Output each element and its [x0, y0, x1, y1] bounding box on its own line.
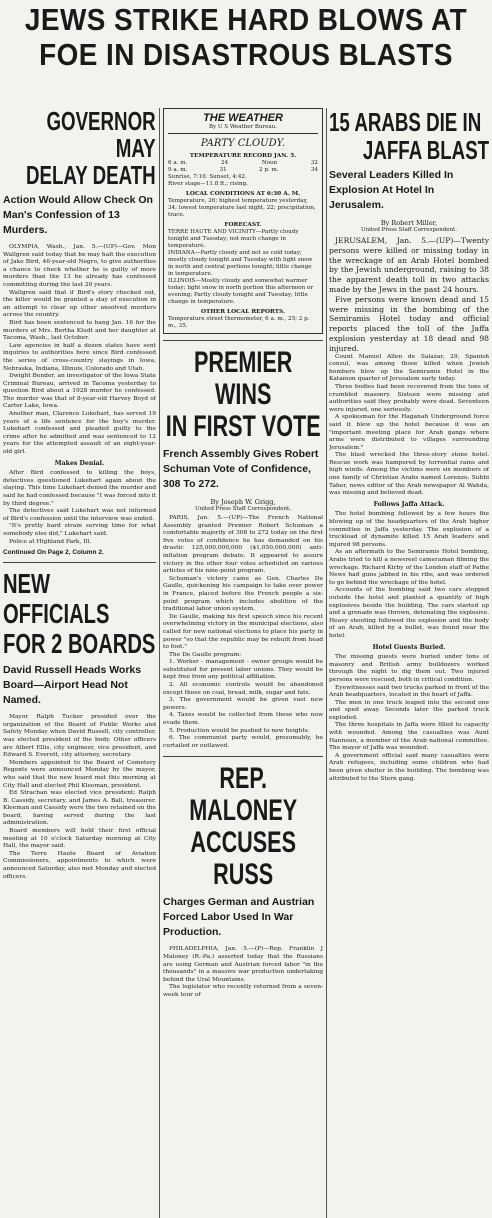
temp-record-header: TEMPERATURE RECORD JAN. 5.: [189, 153, 297, 159]
local-conditions-header: LOCAL CONDITIONS AT 6:30 A. M.: [185, 191, 301, 197]
sun-times: Sunrise, 7:10. Sunset, 4:42.: [168, 174, 247, 180]
forecast-indiana: INDIANA—Partly cloudy and not so cold today; mostly cloudy tonight and Tuesday with light snow in north and central portions tonight; little change in temperature.: [168, 250, 313, 277]
arabs-byline-2: United Press Staff Correspondent.: [360, 227, 458, 233]
arabs-headline: 15 ARABS DIE IN JAFFA BLAST: [329, 108, 489, 165]
weather-title: THE WEATHER: [203, 112, 283, 124]
column-2: [163, 108, 323, 1218]
premier-byline-2: United Press Staff Correspondent.: [194, 506, 292, 512]
forecast-terre-haute: TERRE HAUTE AND VICINITY—Partly cloudy tonight and Tuesday; not much change in temperature.: [168, 229, 299, 249]
maloney-deck: Charges German and Austrian Forced Labor Used In War Production.: [163, 896, 315, 939]
premier-headline: PREMIER WINS IN FIRST VOTE: [165, 346, 321, 443]
arabs-deck: Several Leaders Killed In Explosion At Hotel In Jerusalem.: [329, 169, 454, 211]
local-conditions-text: Temperature, 26; highest temperature yesterday, 34; lowest temperature last night, 22; precipitation, trace.: [168, 198, 316, 218]
forecast-illinois: ILLINOIS—Mostly cloudy and somewhat warmer today; light snow in north portion this afternoon or evening; Partly cloudy tonight and Tuesday; little change in temperature.: [168, 278, 314, 305]
maloney-body: PHILADELPHIA, Jan. 5.—(P)—Rep. Franklin J Maloney (R.-Pa.) asserted today that the Russians are using German and Austrian forced labor "in the thousands" in a massive war production undertaking behind the Ural Mountains. The legislator who recently returned from a seven-week tour of: [163, 946, 323, 998]
continued-line: Continued On Page 2, Column 2.: [3, 549, 104, 557]
officials-body: Mayor Ralph Tucker presided over the organization of the Board of Public Works and Safety Monday when David Russell, city controller, was elected president of the body. Other officers are Albert Ellis, city engineer, vice president, and Edward S. Everett, city attorney, secretary. Members appointed to the Board of Cemetery Regents were announced Monday by the mayor, who said that the new board met this morning at City Hall and elected Phil Kleeman, president. Ed Strachan was elected vice president; Ralph B. Cassidy, secretary, and James A. Ball, treasurer. Kleeman and Cassidy were the two retained on the board, having served during the last administration. Board members will hold their first official meeting at 10 o'clock Saturday morning at City Hall, the mayor said. The Terre Haute Board of Aviation Commissioners, appointments to which were announced Saturday, also met Monday and elected officers.: [3, 714, 156, 880]
column-3: [329, 108, 489, 1218]
other-reports-text: Temperature street thermometer, 6 a. m., 25; 2 p. m., 35.: [168, 316, 310, 329]
other-reports-header: OTHER LOCAL REPORTS.: [200, 309, 286, 315]
officials-deck: David Russell Heads Works Board—Airport Head Not Named.: [3, 664, 142, 707]
column-rule: [326, 108, 327, 1218]
governor-body: OLYMPIA, Wash., Jan. 5.—(UP)—Gov. Mon Wallgren said today that he may halt the execution of Jake Bird, 46-year-old Negro, to give authorities a chance to check whether he is guilty of more murders than the 13 he already has confessed committing during the last 20 years. Wallgren said that if Bird's story checked out, the killer would be granted a stay of execution in an attempt to clear up other unsolved murders across the country. Bird has been sentenced to hang Jan. 16 for the murders of Mrs. Bertha Kludt and her daughter at Tacoma, Wash., last October. Law agencies in half a dozen states have sent inquiries to authorities here since Bird confessed the series of cross-country slayings in Iowa, Nebraska, Indiana, Illinois, Colorado and Utah. Dwight Bender, an investigator of the Iowa State Criminal Bureau, arrived in Tacoma yesterday to question Bird about a 1928 murder he confessed. The murder was that of 8-year-old Harvey Boyd of Carter Lake, Iowa. Another man, Clarence Lukehart, has served 19 years of a life sentence for the boy's murder. Lukehart confessed and pleaded guilty to the crime after he admitted and was sentenced to 12 years for the attempted assault of an eight-year-old girl. Makes Denial. After Bird confessed to killing the boys, detectives questioned Lukehart again about the slaying. This time Lukehart denied the murder and said he had confessed because "I was forced into it by third degree." The detectives said Lukehart was not informed of Bird's confession until the interview was ended. "It's pretty hard strain serving time for what somebody else did," Lukehart said. Police at Highland Park, Ill.: [3, 244, 156, 545]
premier-body: PARIS, Jan. 5.—(UP)—The French National Assembly granted Premier Robert Schuman a comfortable majority of 308 to 272 today on the first five votes of confidence he has demanded on his drastic 125,000,000,000 ($1,050,000,000) anti-inflation program debate. It appeared to assure victory in the other four votes scheduled on various articles of his nine-point program. Schuman's victory came as Gen. Charles De Gaulle, quickening his campaign to take over power in France, placed before the French people a six-point program which includes abolition of the traditional labor union system. De Gaulle, making his first speech since his recent overwhelming victory in the municipal elections, also called for new national elections to place his party in power "so that the republic may be rebuilt from head to foot." The De Gaulle program: 1. Worker - management - owner groups would be substituted for present labor unions. They would be kept free from any political affiliation. 2. All economic controls would be abandoned except those on coal, bread, milk, sugar and fats. 3. The government would be given vast new powers. 4. Taxes would be collected from those who now evade them. 5. Production would be pushed to new heights. 6. The communist party would, presumably, be curtailed or outlawed.: [163, 515, 323, 749]
arabs-byline: By Robert Miller,: [380, 219, 438, 227]
forecast-header: FORECAST.: [224, 222, 262, 228]
story-divider: [163, 756, 323, 757]
temp-row: 6 a. m. 24 Noon 32: [168, 160, 318, 166]
arabs-subhead-2: Hotel Guests Buried.: [372, 643, 446, 651]
maloney-headline: REP. MALONEY ACCUSES RUSS: [189, 762, 298, 892]
story-divider: [163, 340, 323, 341]
banner-line-1: JEWS STRIKE HARD BLOWS AT: [24, 2, 468, 37]
river-stage: River stage—11.8 ft.; rising.: [168, 181, 248, 187]
banner-line-2: FOE IN DISASTROUS BLASTS: [39, 37, 453, 72]
governor-headline: GOVERNOR MAY DELAY DEATH: [26, 108, 156, 190]
column-rule: [159, 108, 160, 1218]
governor-subhead: Makes Denial.: [54, 459, 105, 467]
columns: [3, 108, 489, 1218]
arabs-subhead: Follows Jaffa Attack.: [373, 500, 445, 508]
weather-box: [163, 108, 323, 334]
arabs-body: Count Manuel Allen de Salazar, 29, Spanish consul, was among those killed when Jewish bombers blew up the Semiramis Hotel in the Katamon quarter of Jerusalem early today. Three bodies had been recovered from the tons of crumbled masonry. Sixteen were missing and authorities said they probably were dead. Seventeen were injured, one seriously. A spokesman for the Haganah Underground force said it blew up the hotel because it was an "important meeting place for Arab gangs where arms were distributed to villages surrounding Jerusalem." The blast wrecked the three-story stone hotel. Rescue work was hampered by torrential rains and high winds. Among the victims were six members of one family of Christian Arabs named Lorenzo. Subhi Taher, news editor of the Arab newspaper Al Wahda, was missing and believed dead. Follows Jaffa Attack. The hotel bombing followed by a few hours the blowing up of the headquarters of the Arab higher committee in Jaffa yesterday. The explosion of a truckload of dynamite killed 15 Arab leaders and injured 98 persons. As an aftermath to the Semiramis Hotel bombing, Arabs tried to kill a newsreel cameraman filming the wreckage. Richard Kirby of the London staff of Pathe News had guns jabbed in his ribs, and was ordered to go behind the wreckage of the hotel. Accounts of the bombing said two cars stopped outside the hotel and planted a quantity of high explosives beside the building. The cars started up and a grenade was thrown, detonating the explosive. Heavy shooting followed the explosion and the body of an Arab, killed by a bullet, was found near the hotel. Hotel Guests Buried. The missing guests were buried under tons of masonry and British army bulldozers worked through the night to dig them out. Two injured persons were rescued, both in critical condition. Eyewitnesses said two trucks parked in front of the Arab headquarters, located in the heart of Jaffa. The men in one truck leaped into the second one and sped away. Seconds later the parked truck exploded. The three hospitals in Jaffa were filled to capacity with wounded. Among the casualties was Aunt Hannoun, a member of the Arab national committee. The mayor of Jaffa was wounded. A government official said many casualties were Arab refugees, including some children who had been given shelter in the building. The bombing was attributed to the Stern gang.: [329, 353, 489, 782]
weather-forecast-headline: PARTY CLOUDY.: [200, 138, 286, 149]
temp-row: 9 a. m. 31 2 p. m. 34: [168, 167, 318, 173]
arabs-lead: JERUSALEM, Jan. 5.—(UP)—Twenty persons were killed or missing today in the wreckage of an Arab Hotel bombed by the Jewish underground, raising to 38 the apparent death toll in two attacks made by the Jews in the past 24 hours. Five persons were known dead and 15 were missing in the bombing of the Semiramis Hotel today and official reports placed the toll of the Jaffa explosion yesterday at 18 dead and 98 injured.: [329, 236, 489, 353]
premier-deck: French Assembly Gives Robert Schuman Vote of Confidence, 308 To 272.: [163, 448, 319, 490]
governor-deck: Action Would Allow Check On Man's Confession of 13 Murders.: [3, 194, 153, 236]
premier-byline: By Joseph W. Grigg,: [210, 498, 276, 506]
story-divider: [3, 562, 156, 563]
banner-headline: [24, 0, 468, 72]
officials-headline: NEW OFFICIALS FOR 2 BOARDS: [3, 568, 156, 660]
weather-byline: By U S Weather Bureau.: [168, 124, 318, 134]
column-1: [3, 108, 156, 1218]
